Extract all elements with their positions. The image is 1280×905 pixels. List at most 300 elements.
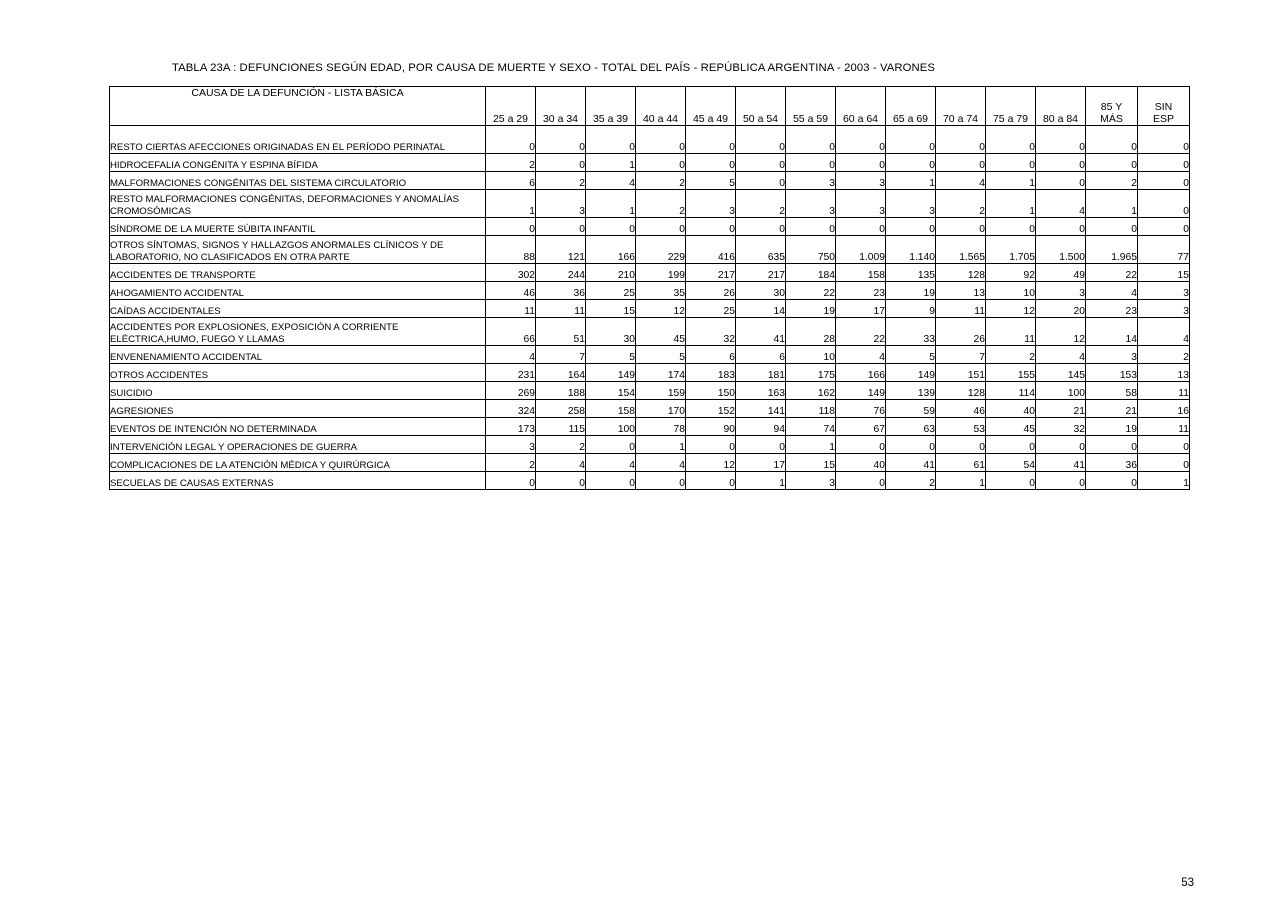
header-row (110, 87, 1190, 126)
cell-value: 0 (786, 154, 836, 172)
table-row (110, 436, 1190, 454)
cell-value: 3 (786, 172, 836, 190)
page-title: TABLA 23A : DEFUNCIONES SEGÚN EDAD, POR CAUSA DE MUERTE Y SEXO - TOTAL DEL PAÍS - REPÚBLICA ARGENTINA - 2003 - VARONES (172, 62, 936, 74)
cell-value: 217 (736, 264, 786, 282)
cell-value: 2 (1086, 172, 1138, 190)
cell-value: 1 (936, 472, 986, 490)
deaths-by-age-table (109, 86, 1190, 490)
cell-value: 0 (736, 436, 786, 454)
cell-value: 17 (736, 454, 786, 472)
cell-value: 3 (786, 472, 836, 490)
cell-value: 21 (1036, 400, 1086, 418)
cell-value: 15 (586, 300, 636, 318)
cell-value: 0 (636, 154, 686, 172)
cell-value: 7 (536, 346, 586, 364)
cell-value: 41 (886, 454, 936, 472)
cell-value: 135 (886, 264, 936, 282)
cell-value: 19 (886, 282, 936, 300)
cell-value: 0 (486, 126, 536, 154)
column-header-unspecified: SIN ESP (1138, 87, 1190, 126)
cell-value: 3 (486, 436, 536, 454)
cell-value: 0 (886, 126, 936, 154)
cell-cause: SUICIDIO (110, 382, 486, 400)
cell-value: 1.140 (886, 236, 936, 264)
cell-value: 4 (586, 172, 636, 190)
cell-value: 0 (986, 472, 1036, 490)
cell-value: 1 (736, 472, 786, 490)
column-header-age: 30 a 34 (536, 87, 586, 126)
cell-value: 4 (936, 172, 986, 190)
column-header-age: 80 a 84 (1036, 87, 1086, 126)
cell-value: 0 (586, 472, 636, 490)
cell-value: 32 (686, 318, 736, 346)
cell-value: 2 (886, 472, 936, 490)
cell-value: 5 (586, 346, 636, 364)
cell-value: 153 (1086, 364, 1138, 382)
table-row (110, 346, 1190, 364)
column-header-age: 25 a 29 (486, 87, 536, 126)
column-header-age: 65 a 69 (886, 87, 936, 126)
table-row (110, 318, 1190, 346)
cell-value: 0 (1036, 172, 1086, 190)
cell-value: 0 (636, 472, 686, 490)
cell-value: 25 (586, 282, 636, 300)
cell-value: 1 (886, 172, 936, 190)
cell-value: 0 (836, 436, 886, 454)
cell-value: 0 (1086, 218, 1138, 236)
cell-value: 11 (486, 300, 536, 318)
cell-value: 0 (836, 218, 886, 236)
cell-value: 53 (936, 418, 986, 436)
cell-value: 19 (786, 300, 836, 318)
cell-value: 6 (736, 346, 786, 364)
cell-value: 217 (686, 264, 736, 282)
cell-value: 750 (786, 236, 836, 264)
cell-value: 0 (986, 218, 1036, 236)
table-row (110, 300, 1190, 318)
deaths-by-age-table-container (109, 86, 1189, 490)
cell-value: 2 (486, 154, 536, 172)
cell-value: 188 (536, 382, 586, 400)
cell-cause: OTROS SÍNTOMAS, SIGNOS Y HALLAZGOS ANORMALES CLÍNICOS Y DE LABORATORIO, NO CLASIFICADOS EN OTRA PARTE (110, 236, 486, 264)
cell-value: 173 (486, 418, 536, 436)
cell-value: 4 (1036, 190, 1086, 218)
cell-value: 158 (836, 264, 886, 282)
column-header-age: 40 a 44 (636, 87, 686, 126)
cell-value: 416 (686, 236, 736, 264)
table-row (110, 282, 1190, 300)
cell-value: 0 (736, 172, 786, 190)
cell-value: 0 (1138, 126, 1190, 154)
cell-value: 23 (1086, 300, 1138, 318)
cell-value: 149 (586, 364, 636, 382)
cell-value: 4 (1138, 318, 1190, 346)
cell-value: 302 (486, 264, 536, 282)
cell-value: 30 (736, 282, 786, 300)
cell-value: 0 (736, 154, 786, 172)
cell-cause: ENVENENAMIENTO ACCIDENTAL (110, 346, 486, 364)
cell-value: 0 (486, 472, 536, 490)
cell-value: 149 (836, 382, 886, 400)
cell-value: 1 (986, 172, 1036, 190)
cell-cause: RESTO CIERTAS AFECCIONES ORIGINADAS EN EL PERÍODO PERINATAL (110, 126, 486, 154)
cell-value: 0 (1086, 126, 1138, 154)
cell-value: 269 (486, 382, 536, 400)
cell-value: 0 (836, 126, 886, 154)
cell-value: 12 (636, 300, 686, 318)
cell-value: 0 (986, 154, 1036, 172)
cell-value: 22 (836, 318, 886, 346)
cell-value: 199 (636, 264, 686, 282)
cell-value: 159 (636, 382, 686, 400)
cell-value: 258 (536, 400, 586, 418)
cell-value: 0 (636, 126, 686, 154)
cell-value: 90 (686, 418, 736, 436)
cell-value: 635 (736, 236, 786, 264)
cell-value: 36 (1086, 454, 1138, 472)
cell-value: 244 (536, 264, 586, 282)
column-header-age: 35 a 39 (586, 87, 636, 126)
cell-value: 1.009 (836, 236, 886, 264)
cell-value: 0 (536, 126, 586, 154)
cell-cause: RESTO MALFORMACIONES CONGÉNITAS, DEFORMACIONES Y ANOMALÍAS CROMOSÓMICAS (110, 190, 486, 218)
cell-value: 0 (486, 218, 536, 236)
cell-value: 128 (936, 264, 986, 282)
table-row (110, 154, 1190, 172)
cell-cause: INTERVENCIÓN LEGAL Y OPERACIONES DE GUERRA (110, 436, 486, 454)
cell-value: 26 (686, 282, 736, 300)
cell-value: 14 (1086, 318, 1138, 346)
cell-value: 35 (636, 282, 686, 300)
cell-value: 0 (1086, 472, 1138, 490)
cell-value: 139 (886, 382, 936, 400)
cell-value: 175 (786, 364, 836, 382)
cell-value: 155 (986, 364, 1036, 382)
cell-value: 0 (1036, 218, 1086, 236)
cell-value: 229 (636, 236, 686, 264)
cell-value: 41 (1036, 454, 1086, 472)
cell-value: 74 (786, 418, 836, 436)
cell-value: 141 (736, 400, 786, 418)
cell-value: 2 (536, 436, 586, 454)
cell-value: 0 (936, 126, 986, 154)
cell-value: 67 (836, 418, 886, 436)
cell-value: 0 (886, 154, 936, 172)
cell-value: 58 (1086, 382, 1138, 400)
cell-value: 0 (636, 218, 686, 236)
cell-value: 11 (986, 318, 1036, 346)
cell-value: 0 (936, 436, 986, 454)
cell-value: 6 (686, 346, 736, 364)
cell-value: 166 (586, 236, 636, 264)
cell-value: 0 (1036, 436, 1086, 454)
table-row (110, 454, 1190, 472)
cell-value: 20 (1036, 300, 1086, 318)
cell-value: 152 (686, 400, 736, 418)
cell-value: 0 (586, 218, 636, 236)
cell-value: 3 (886, 190, 936, 218)
column-header-age: 60 a 64 (836, 87, 886, 126)
cell-value: 23 (836, 282, 886, 300)
cell-value: 11 (536, 300, 586, 318)
table-row (110, 472, 1190, 490)
cell-value: 3 (1138, 300, 1190, 318)
cell-value: 76 (836, 400, 886, 418)
table-row (110, 236, 1190, 264)
cell-value: 1 (1138, 472, 1190, 490)
cell-value: 2 (536, 172, 586, 190)
cell-value: 3 (1086, 346, 1138, 364)
cell-value: 4 (1086, 282, 1138, 300)
cell-value: 4 (536, 454, 586, 472)
cell-value: 0 (686, 218, 736, 236)
cell-value: 15 (786, 454, 836, 472)
cell-cause: EVENTOS DE INTENCIÓN NO DETERMINADA (110, 418, 486, 436)
cell-value: 25 (686, 300, 736, 318)
cell-value: 0 (1138, 154, 1190, 172)
table-row (110, 126, 1190, 154)
cell-value: 40 (836, 454, 886, 472)
cell-value: 3 (836, 172, 886, 190)
cell-value: 115 (536, 418, 586, 436)
cell-value: 22 (1086, 264, 1138, 282)
cell-value: 15 (1138, 264, 1190, 282)
cell-value: 0 (536, 472, 586, 490)
column-header-age: 50 a 54 (736, 87, 786, 126)
column-header-age-85plus: 85 Y MÁS (1086, 87, 1138, 126)
cell-value: 100 (586, 418, 636, 436)
cell-value: 28 (786, 318, 836, 346)
cell-value: 163 (736, 382, 786, 400)
cell-value: 183 (686, 364, 736, 382)
cell-value: 14 (736, 300, 786, 318)
table-row (110, 190, 1190, 218)
cell-value: 0 (536, 218, 586, 236)
cell-value: 13 (936, 282, 986, 300)
cell-value: 0 (586, 126, 636, 154)
table-row (110, 172, 1190, 190)
cell-cause: AHOGAMIENTO ACCIDENTAL (110, 282, 486, 300)
cell-value: 17 (836, 300, 886, 318)
cell-value: 184 (786, 264, 836, 282)
cell-value: 174 (636, 364, 686, 382)
cell-value: 77 (1138, 236, 1190, 264)
cell-value: 92 (986, 264, 1036, 282)
cell-value: 2 (986, 346, 1036, 364)
cell-value: 154 (586, 382, 636, 400)
cell-value: 0 (686, 154, 736, 172)
cell-value: 1 (586, 190, 636, 218)
cell-value: 170 (636, 400, 686, 418)
table-body (110, 126, 1190, 490)
cell-cause: ACCIDENTES POR EXPLOSIONES, EXPOSICIÓN A CORRIENTE ELÉCTRICA,HUMO, FUEGO Y LLAMAS (110, 318, 486, 346)
page-number: 53 (1181, 877, 1194, 889)
cell-value: 114 (986, 382, 1036, 400)
cell-value: 6 (486, 172, 536, 190)
cell-value: 118 (786, 400, 836, 418)
cell-value: 3 (536, 190, 586, 218)
column-header-age: 70 a 74 (936, 87, 986, 126)
cell-cause: AGRESIONES (110, 400, 486, 418)
cell-cause: SÍNDROME DE LA MUERTE SÚBITA INFANTIL (110, 218, 486, 236)
cell-value: 128 (936, 382, 986, 400)
cell-value: 45 (636, 318, 686, 346)
cell-value: 36 (536, 282, 586, 300)
cell-value: 32 (1036, 418, 1086, 436)
cell-value: 12 (986, 300, 1036, 318)
table-row (110, 364, 1190, 382)
cell-value: 3 (786, 190, 836, 218)
cell-value: 0 (986, 436, 1036, 454)
cell-value: 22 (786, 282, 836, 300)
cell-value: 49 (1036, 264, 1086, 282)
cell-value: 10 (986, 282, 1036, 300)
cell-value: 0 (1138, 218, 1190, 236)
cell-value: 10 (786, 346, 836, 364)
cell-value: 231 (486, 364, 536, 382)
cell-value: 181 (736, 364, 786, 382)
cell-value: 12 (1036, 318, 1086, 346)
cell-value: 59 (886, 400, 936, 418)
cell-value: 0 (536, 154, 586, 172)
cell-value: 3 (686, 190, 736, 218)
cell-value: 16 (1138, 400, 1190, 418)
cell-value: 0 (886, 436, 936, 454)
table-row (110, 218, 1190, 236)
cell-value: 166 (836, 364, 886, 382)
cell-value: 0 (786, 218, 836, 236)
cell-value: 0 (836, 154, 886, 172)
cell-value: 0 (886, 218, 936, 236)
cell-cause: SECUELAS DE CAUSAS EXTERNAS (110, 472, 486, 490)
cell-value: 3 (1036, 282, 1086, 300)
cell-value: 11 (1138, 382, 1190, 400)
cell-value: 0 (736, 126, 786, 154)
cell-value: 162 (786, 382, 836, 400)
cell-value: 0 (1086, 154, 1138, 172)
cell-value: 4 (636, 454, 686, 472)
cell-cause: OTROS ACCIDENTES (110, 364, 486, 382)
cell-value: 100 (1036, 382, 1086, 400)
cell-value: 0 (1036, 472, 1086, 490)
cell-value: 33 (886, 318, 936, 346)
cell-value: 54 (986, 454, 1036, 472)
cell-cause: CAÍDAS ACCIDENTALES (110, 300, 486, 318)
cell-value: 1 (1086, 190, 1138, 218)
cell-value: 41 (736, 318, 786, 346)
cell-cause: HIDROCEFALIA CONGÉNITA Y ESPINA BÍFIDA (110, 154, 486, 172)
cell-value: 0 (1138, 172, 1190, 190)
cell-value: 1 (486, 190, 536, 218)
cell-value: 1 (786, 436, 836, 454)
cell-value: 94 (736, 418, 786, 436)
table-row (110, 418, 1190, 436)
table-row (110, 264, 1190, 282)
cell-value: 88 (486, 236, 536, 264)
cell-value: 2 (736, 190, 786, 218)
cell-value: 9 (886, 300, 936, 318)
cell-value: 11 (1138, 418, 1190, 436)
cell-value: 5 (636, 346, 686, 364)
cell-value: 121 (536, 236, 586, 264)
cell-value: 3 (836, 190, 886, 218)
cell-value: 7 (936, 346, 986, 364)
cell-value: 150 (686, 382, 736, 400)
column-header-age: 45 a 49 (686, 87, 736, 126)
cell-value: 11 (936, 300, 986, 318)
cell-cause: ACCIDENTES DE TRANSPORTE (110, 264, 486, 282)
table-header (110, 87, 1190, 126)
cell-value: 0 (686, 472, 736, 490)
cell-value: 0 (936, 154, 986, 172)
cell-value: 2 (936, 190, 986, 218)
cell-value: 1.500 (1036, 236, 1086, 264)
cell-value: 210 (586, 264, 636, 282)
cell-value: 1.965 (1086, 236, 1138, 264)
cell-value: 1 (986, 190, 1036, 218)
cell-value: 0 (586, 436, 636, 454)
cell-value: 51 (536, 318, 586, 346)
cell-value: 45 (986, 418, 1036, 436)
column-header-age: 55 a 59 (786, 87, 836, 126)
cell-value: 40 (986, 400, 1036, 418)
cell-value: 46 (486, 282, 536, 300)
cell-value: 164 (536, 364, 586, 382)
cell-value: 149 (886, 364, 936, 382)
cell-cause: COMPLICACIONES DE LA ATENCIÓN MÉDICA Y QUIRÚRGICA (110, 454, 486, 472)
cell-value: 158 (586, 400, 636, 418)
cell-value: 13 (1138, 364, 1190, 382)
cell-value: 0 (1086, 436, 1138, 454)
cell-value: 1.705 (986, 236, 1036, 264)
cell-value: 324 (486, 400, 536, 418)
cell-value: 2 (1138, 346, 1190, 364)
cell-value: 2 (636, 190, 686, 218)
cell-value: 30 (586, 318, 636, 346)
cell-value: 0 (686, 126, 736, 154)
cell-value: 0 (836, 472, 886, 490)
cell-value: 46 (936, 400, 986, 418)
cell-value: 26 (936, 318, 986, 346)
table-row (110, 382, 1190, 400)
column-header-cause: CAUSA DE LA DEFUNCIÓN - LISTA BÁSICA (110, 87, 486, 126)
cell-value: 66 (486, 318, 536, 346)
cell-value: 4 (486, 346, 536, 364)
cell-value: 63 (886, 418, 936, 436)
cell-value: 0 (1138, 454, 1190, 472)
cell-value: 21 (1086, 400, 1138, 418)
cell-value: 5 (886, 346, 936, 364)
cell-value: 3 (1138, 282, 1190, 300)
cell-value: 0 (1138, 436, 1190, 454)
cell-value: 12 (686, 454, 736, 472)
cell-value: 0 (686, 436, 736, 454)
cell-value: 1 (636, 436, 686, 454)
cell-value: 151 (936, 364, 986, 382)
cell-value: 19 (1086, 418, 1138, 436)
cell-value: 0 (1036, 126, 1086, 154)
cell-value: 61 (936, 454, 986, 472)
cell-value: 1 (586, 154, 636, 172)
cell-value: 0 (736, 218, 786, 236)
cell-value: 0 (1138, 190, 1190, 218)
cell-value: 0 (1036, 154, 1086, 172)
cell-value: 0 (786, 126, 836, 154)
cell-value: 5 (686, 172, 736, 190)
cell-value: 1.565 (936, 236, 986, 264)
cell-cause: MALFORMACIONES CONGÉNITAS DEL SISTEMA CIRCULATORIO (110, 172, 486, 190)
cell-value: 2 (486, 454, 536, 472)
